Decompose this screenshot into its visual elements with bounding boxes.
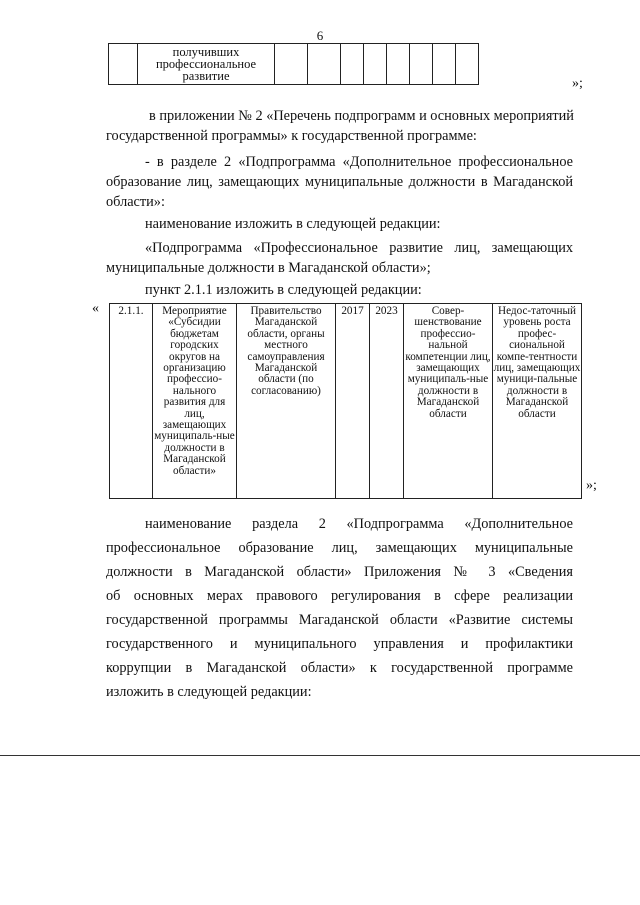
paragraph-6-line-4: об основных мерах правового регулирования в сфере реализации <box>106 588 573 604</box>
page-number: 6 <box>316 28 324 43</box>
paragraph-6-line-7: коррупции в Магаданской области» к государственной программе <box>106 660 573 676</box>
cell-executor: Правительство Магаданской области, органы местного самоуправления Магаданской области (по согласованию) <box>247 305 325 397</box>
cell-result: Совер-шенствование профессио-нальной компетенции лиц, замещающих муниципаль-ные должности в Магаданской области <box>405 305 491 420</box>
table-cell-text: получивших профессиональное развитие <box>138 44 275 85</box>
paragraph-6-line-8: изложить в следующей редакции: <box>106 684 312 700</box>
paragraph-6-line-6: государственного и муниципального управления и профилактики <box>106 636 573 652</box>
paragraph-2-line-1: - в разделе 2 «Подпрограмма «Дополнительное профессиональное <box>145 154 573 170</box>
paragraph-2-line-3: области»: <box>106 194 165 210</box>
table-fragment-top <box>108 43 479 85</box>
paragraph-6-line-5: государственной программы Магаданской области «Развитие системы <box>106 612 573 628</box>
table-main <box>109 303 582 499</box>
paragraph-1-line-1: в приложении № 2 «Перечень подпрограмм и основных мероприятий <box>149 108 574 124</box>
paragraph-3: наименование изложить в следующей редакции: <box>145 216 441 232</box>
page-bottom-rule <box>0 755 640 756</box>
cell-measure: Мероприятие «Субсидии бюджетам городских округов на организацию профессио-нального развития для лиц, замещающих муниципаль-ные должности в Магаданской области» <box>154 305 235 477</box>
cell-number: 2.1.1. <box>118 305 144 317</box>
cell-year-end: 2023 <box>375 305 398 317</box>
cell-consequence: Недос-таточный уровень роста профес-сиональной компе-тентности лиц, замещающих муници-пальные должности в Магаданской области <box>493 305 581 420</box>
paragraph-1-line-2: государственной программы» к государственной программе: <box>106 128 477 144</box>
table-main-close-quote: »; <box>586 478 597 493</box>
paragraph-4-line-1: «Подпрограмма «Профессиональное развитие лиц, замещающих <box>145 240 573 256</box>
paragraph-2-line-2: образование лиц, замещающих муниципальные должности в Магаданской <box>106 174 573 190</box>
paragraph-5: пункт 2.1.1 изложить в следующей редакции: <box>145 282 422 298</box>
paragraph-6-line-2: профессиональное образование лиц, замещающих муниципальные <box>106 540 573 556</box>
paragraph-6-line-3: должности в Магаданской области» Приложения № 3 «Сведения <box>106 564 573 580</box>
cell-year-start: 2017 <box>341 305 364 317</box>
table-open-quote: « <box>92 301 99 316</box>
paragraph-6-line-1: наименование раздела 2 «Подпрограмма «Дополнительное <box>145 516 573 532</box>
paragraph-4-line-2: муниципальные должности в Магаданской области»; <box>106 260 431 276</box>
table-row <box>110 304 582 499</box>
table-close-quote: »; <box>572 76 583 91</box>
